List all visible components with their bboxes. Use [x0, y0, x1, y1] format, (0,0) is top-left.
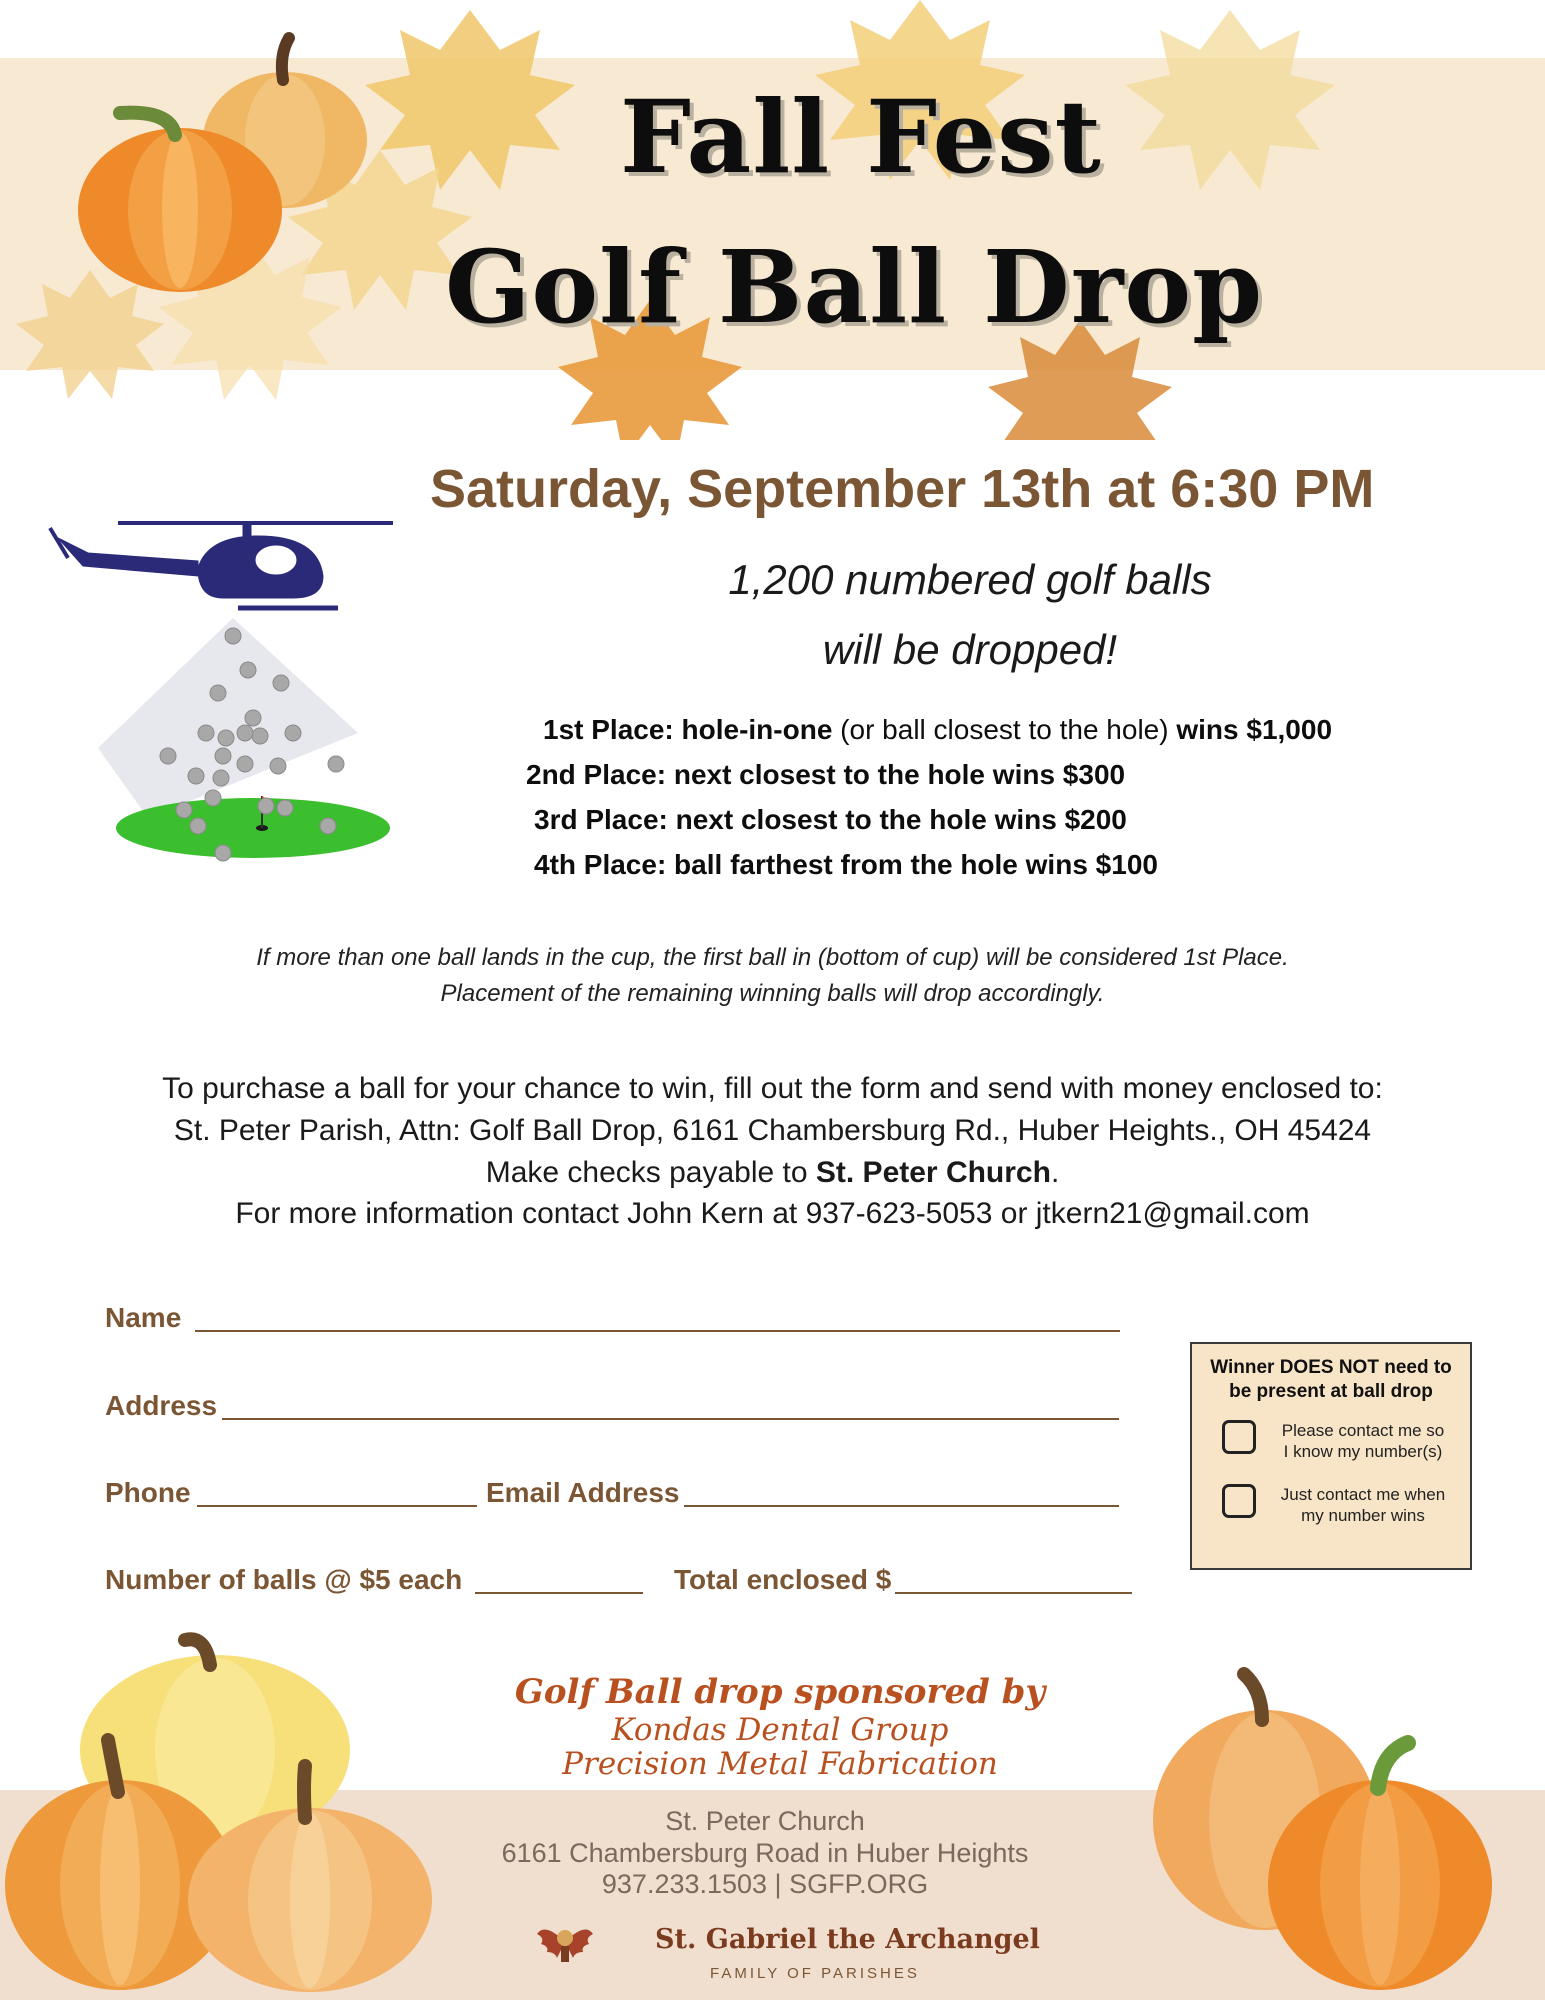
email-field[interactable] [684, 1505, 1119, 1507]
prize-1st-place: 1st Place: hole-in-one (or ball closest to the hole) wins $1,000 [543, 714, 1333, 745]
event-date: Saturday, September 13th at 6:30 PM [430, 459, 1375, 519]
maple-leaf-icon [365, 10, 575, 190]
name-field[interactable] [195, 1330, 1120, 1332]
contact-when-wins-label: Just contact me when my number wins [1280, 1485, 1446, 1525]
winner-notice-title: Winner DOES NOT need to be present at ball drop [1210, 1357, 1452, 1402]
footer-contact: 937.233.1503 | SGFP.ORG [601, 1869, 929, 1899]
archangel-wings-logo-icon [535, 1912, 595, 1972]
address-label: Address [105, 1390, 218, 1421]
prize-2nd-place: 2nd Place: next closest to the hole wins $300 [526, 759, 1126, 790]
helicopter-ball-drop-illustration [48, 508, 398, 868]
purchase-info-contact: For more information contact John Kern at 937-623-5053 or jtkern21@gmail.com [235, 1197, 1310, 1230]
contact-when-wins-checkbox[interactable] [1222, 1484, 1256, 1518]
contact-me-label: Please contact me so I know my number(s) [1281, 1421, 1445, 1461]
purchase-info-payable: Make checks payable to St. Peter Church. [485, 1156, 1060, 1189]
purchase-info-address: St. Peter Parish, Attn: Golf Ball Drop, 6161 Chambersburg Rd., Huber Heights., OH 45424 [173, 1114, 1372, 1147]
event-subtitle-line2: will be dropped! [822, 626, 1118, 673]
maple-leaf-icon [16, 270, 164, 399]
org-subtitle: FAMILY OF PARISHES [710, 1965, 920, 1982]
balls-label: Number of balls @ $5 each [105, 1564, 463, 1595]
winner-notice-box [1190, 1342, 1472, 1570]
balls-quantity-field[interactable] [475, 1592, 643, 1594]
phone-field[interactable] [197, 1505, 477, 1507]
autumn-decoration-top [0, 0, 1545, 440]
org-name: St. Gabriel the Archangel [655, 1924, 1040, 1955]
footer-address: 6161 Chambersburg Road in Huber Heights [501, 1838, 1029, 1868]
total-enclosed-field[interactable] [895, 1592, 1132, 1594]
ball-drop-cone [98, 618, 358, 818]
sponsor-kondas-dental: Kondas Dental Group [611, 1712, 949, 1748]
total-label: Total enclosed $ [674, 1564, 892, 1595]
sponsor-heading: Golf Ball drop sponsored by [514, 1672, 1046, 1712]
footer-church-name: St. Peter Church [665, 1806, 865, 1836]
helicopter-icon [50, 523, 393, 608]
page-title-line1: Fall Fest [620, 78, 1102, 196]
event-subtitle-line1: 1,200 numbered golf balls [728, 556, 1212, 603]
prize-4th-place: 4th Place: ball farthest from the hole wins $100 [534, 849, 1158, 880]
email-label: Email Address [486, 1477, 680, 1508]
sponsor-precision-metal: Precision Metal Fabrication [562, 1746, 998, 1782]
phone-label: Phone [105, 1477, 191, 1508]
purchase-info-line1: To purchase a ball for your chance to win, fill out the form and send with money enclosed to: [162, 1072, 1383, 1105]
name-label: Name [105, 1302, 182, 1333]
page-title-line2: Golf Ball Drop [445, 228, 1264, 346]
rules-note-line1: If more than one ball lands in the cup, the first ball in (bottom of cup) will be considered 1st Place. [256, 944, 1289, 971]
maple-leaf-icon [1125, 10, 1335, 190]
address-field[interactable] [222, 1418, 1119, 1420]
putting-green [116, 798, 390, 858]
prize-3rd-place: 3rd Place: next closest to the hole wins $200 [534, 804, 1127, 835]
contact-me-checkbox[interactable] [1222, 1420, 1256, 1454]
rules-note-line2: Placement of the remaining winning balls will drop accordingly. [440, 980, 1105, 1007]
